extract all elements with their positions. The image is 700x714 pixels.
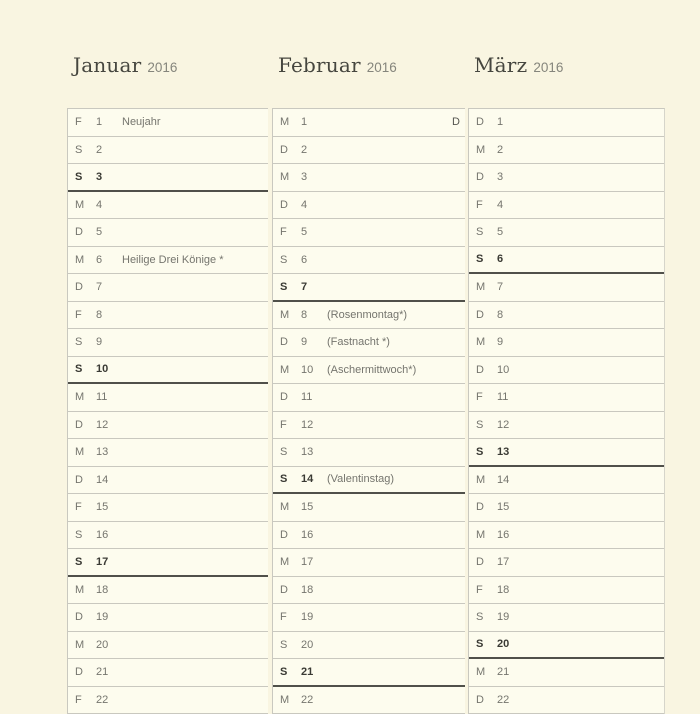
day-number: 18 [497,584,523,596]
holiday-label: Heilige Drei Könige * [122,254,224,266]
day-row [469,522,664,550]
day-row [68,357,268,385]
day-letter: S [476,611,497,623]
day-row [68,659,268,687]
day-number: 7 [497,281,523,293]
day-number: 15 [301,501,327,513]
day-row [68,302,268,330]
day-letter: S [280,446,301,458]
day-number: 19 [301,611,327,623]
day-letter: S [75,336,96,348]
day-letter: M [75,446,96,458]
day-number: 6 [96,254,122,266]
day-row [68,687,268,714]
day-row [469,247,664,275]
day-number: 7 [301,281,327,293]
day-number: 22 [301,694,327,706]
day-row [273,192,465,220]
day-number: 8 [497,309,523,321]
day-number: 18 [96,584,122,596]
day-row [68,522,268,550]
day-row [469,577,664,605]
day-letter: M [476,281,497,293]
day-letter: F [75,501,96,513]
day-row [469,274,664,302]
day-row [273,687,465,714]
day-letter: D [75,226,96,238]
day-row [273,329,465,357]
day-letter: D [476,171,497,183]
day-letter: M [75,639,96,651]
day-letter: D [280,336,301,348]
day-number: 20 [497,638,523,650]
day-row [273,137,465,165]
day-number: 2 [497,144,523,156]
day-letter: M [476,529,497,541]
month-year: 2016 [367,60,397,75]
holiday-label: (Fastnacht *) [327,336,390,348]
day-row [273,659,465,687]
day-letter: D [75,611,96,623]
day-letter: S [476,253,497,265]
day-number: 2 [96,144,122,156]
day-letter: D [476,309,497,321]
month-table [67,108,268,714]
day-row [469,549,664,577]
day-number: 5 [497,226,523,238]
day-number: 12 [96,419,122,431]
day-letter: S [75,363,96,375]
day-number: 20 [301,639,327,651]
day-row [469,302,664,330]
day-row [273,357,465,385]
day-number: 10 [497,364,523,376]
day-number: 19 [96,611,122,623]
day-letter: D [476,364,497,376]
day-letter: F [75,694,96,706]
day-number: 15 [497,501,523,513]
day-letter: M [280,171,301,183]
month-table [272,108,465,714]
day-letter: F [476,391,497,403]
day-letter: S [280,666,301,678]
day-row [273,109,465,137]
day-letter: D [476,501,497,513]
day-number: 21 [301,666,327,678]
day-number: 4 [96,199,122,211]
day-row [273,577,465,605]
day-number: 5 [301,226,327,238]
day-row [469,604,664,632]
day-row [273,164,465,192]
day-row [68,247,268,275]
day-number: 8 [301,309,327,321]
day-letter: D [280,529,301,541]
day-row [273,219,465,247]
day-row [273,604,465,632]
month-year: 2016 [533,60,563,75]
day-number: 6 [301,254,327,266]
day-row [469,137,664,165]
day-row [273,439,465,467]
day-letter: S [75,556,96,568]
day-number: 4 [497,199,523,211]
month-title: Januar [73,53,141,77]
day-number: 16 [96,529,122,541]
day-number: 20 [96,639,122,651]
day-letter: S [476,638,497,650]
day-number: 11 [96,391,122,403]
day-number: 9 [301,336,327,348]
month-header [73,53,177,80]
day-row [469,164,664,192]
day-row [68,549,268,577]
day-number: 4 [301,199,327,211]
day-row [469,192,664,220]
day-number: 19 [497,611,523,623]
day-number: 9 [96,336,122,348]
day-letter: D [476,694,497,706]
day-number: 11 [497,391,523,403]
day-row [469,494,664,522]
day-row [68,274,268,302]
day-number: 12 [497,419,523,431]
day-number: 8 [96,309,122,321]
day-row [469,439,664,467]
day-row [273,247,465,275]
month-header [278,53,397,80]
day-letter: F [476,584,497,596]
day-number: 6 [497,253,523,265]
day-row [68,632,268,660]
day-letter: S [476,226,497,238]
day-letter: M [75,199,96,211]
day-letter: M [476,336,497,348]
day-letter: D [280,144,301,156]
moon-phase-mark: D [452,116,460,128]
day-letter: D [75,666,96,678]
day-number: 17 [497,556,523,568]
month-title: Februar [278,53,361,77]
day-letter: M [280,309,301,321]
day-number: 21 [96,666,122,678]
day-number: 10 [96,363,122,375]
day-row [68,109,268,137]
day-number: 13 [301,446,327,458]
month-column [272,0,465,700]
day-row [273,494,465,522]
day-number: 9 [497,336,523,348]
day-number: 22 [497,694,523,706]
day-letter: D [476,116,497,128]
day-letter: S [75,529,96,541]
day-letter: S [476,419,497,431]
day-row [68,192,268,220]
day-row [68,439,268,467]
day-row [469,329,664,357]
day-number: 1 [301,116,327,128]
day-letter: M [280,364,301,376]
day-row [68,467,268,495]
day-row [273,274,465,302]
day-number: 17 [96,556,122,568]
day-letter: M [75,391,96,403]
month-column [67,0,268,700]
day-number: 21 [497,666,523,678]
day-number: 14 [96,474,122,486]
day-row [469,412,664,440]
day-number: 16 [497,529,523,541]
day-row [469,632,664,660]
day-letter: D [75,474,96,486]
day-letter: F [476,199,497,211]
day-number: 5 [96,226,122,238]
day-number: 15 [96,501,122,513]
day-row [68,137,268,165]
day-row [273,549,465,577]
day-row [68,219,268,247]
day-number: 7 [96,281,122,293]
day-row [273,302,465,330]
day-letter: M [75,584,96,596]
day-number: 1 [497,116,523,128]
day-letter: M [476,666,497,678]
day-number: 13 [497,446,523,458]
day-number: 13 [96,446,122,458]
day-letter: F [280,611,301,623]
day-letter: M [476,144,497,156]
holiday-label: Neujahr [122,116,161,128]
day-number: 14 [497,474,523,486]
day-row [68,384,268,412]
day-number: 12 [301,419,327,431]
day-letter: D [280,584,301,596]
day-number: 10 [301,364,327,376]
day-number: 3 [497,171,523,183]
day-row [469,687,664,714]
day-row [68,164,268,192]
day-number: 14 [301,473,327,485]
day-letter: D [75,281,96,293]
day-row [273,632,465,660]
day-letter: S [280,254,301,266]
day-letter: D [280,391,301,403]
day-letter: D [75,419,96,431]
day-letter: M [280,694,301,706]
day-letter: F [280,226,301,238]
holiday-label: (Aschermittwoch*) [327,364,416,376]
day-number: 1 [96,116,122,128]
day-row [68,329,268,357]
day-row [68,604,268,632]
month-column [468,0,665,700]
day-number: 3 [301,171,327,183]
day-row [273,384,465,412]
day-number: 22 [96,694,122,706]
day-letter: F [75,309,96,321]
day-row [273,522,465,550]
day-row [469,384,664,412]
month-title: März [474,53,527,77]
day-letter: M [280,501,301,513]
holiday-label: (Valentinstag) [327,473,394,485]
day-letter: S [280,639,301,651]
day-row [469,357,664,385]
day-letter: S [75,144,96,156]
day-letter: M [75,254,96,266]
day-letter: S [280,281,301,293]
month-year: 2016 [147,60,177,75]
day-letter: S [280,473,301,485]
day-number: 2 [301,144,327,156]
day-row [273,412,465,440]
day-number: 18 [301,584,327,596]
day-letter: M [280,116,301,128]
day-number: 16 [301,529,327,541]
day-number: 17 [301,556,327,568]
day-letter: M [280,556,301,568]
day-row [68,412,268,440]
day-row [469,219,664,247]
month-header [474,53,563,80]
day-letter: S [476,446,497,458]
day-number: 11 [301,391,327,403]
day-number: 3 [96,171,122,183]
day-letter: M [476,474,497,486]
day-letter: F [280,419,301,431]
day-row [469,467,664,495]
day-row [273,467,465,495]
holiday-label: (Rosenmontag*) [327,309,407,321]
day-letter: F [75,116,96,128]
month-table [468,108,665,714]
day-letter: S [75,171,96,183]
day-letter: D [280,199,301,211]
day-row [68,494,268,522]
day-row [469,109,664,137]
day-letter: D [476,556,497,568]
day-row [68,577,268,605]
day-row [469,659,664,687]
